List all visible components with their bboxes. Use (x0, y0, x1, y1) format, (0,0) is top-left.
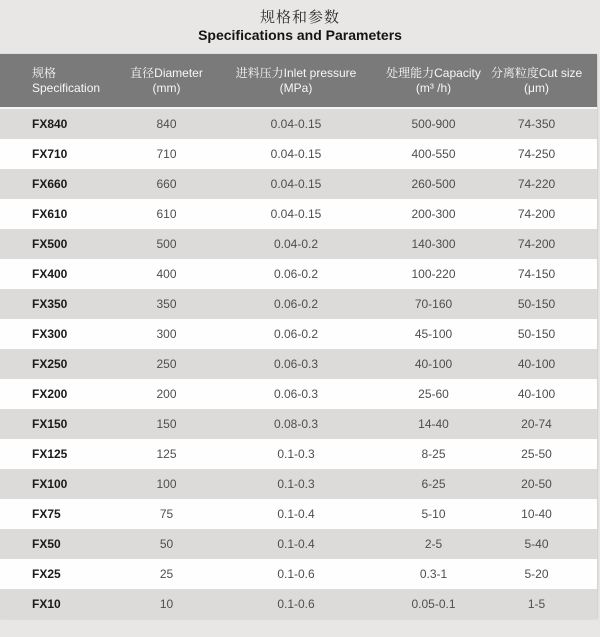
cell-inlet-pressure: 0.04-0.15 (270, 207, 322, 221)
cell-cut-size: 74-200 (517, 207, 556, 221)
cell-cut-size: 20-74 (521, 417, 552, 431)
cell-model: FX400 (32, 267, 68, 281)
table-row (0, 349, 597, 379)
cell-cut-size: 74-250 (517, 147, 556, 161)
cell-cut-size: 74-150 (517, 267, 556, 281)
title-block (0, 0, 600, 54)
table-row (0, 559, 597, 589)
cell-cut-size: 40-100 (517, 387, 556, 401)
table-header (0, 54, 597, 107)
cell-cut-size: 50-150 (517, 297, 556, 311)
cell-capacity: 500-900 (411, 117, 456, 131)
cell-inlet-pressure: 0.06-0.2 (273, 267, 319, 281)
column-header-sub: (MPa) (279, 80, 313, 95)
cell-capacity: 6-25 (421, 477, 446, 491)
table-row (0, 319, 597, 349)
cell-model: FX300 (32, 327, 68, 341)
column-header-inlet-pressure (215, 66, 377, 96)
cell-cut-size: 1-5 (527, 597, 546, 611)
cell-inlet-pressure: 0.1-0.4 (277, 537, 315, 551)
table-row (0, 109, 597, 139)
cell-cut-size: 74-350 (517, 117, 556, 131)
cell-cut-size: 10-40 (521, 507, 552, 521)
cell-inlet-pressure: 0.06-0.3 (273, 387, 319, 401)
cell-cut-size: 5-20 (524, 567, 549, 581)
table-row (0, 409, 597, 439)
cell-inlet-pressure: 0.04-0.15 (270, 147, 322, 161)
cell-inlet-pressure: 0.1-0.6 (277, 597, 315, 611)
cell-capacity: 40-100 (414, 357, 453, 371)
cell-diameter: 400 (156, 267, 177, 281)
cell-capacity: 2-5 (424, 537, 443, 551)
column-header-capacity (377, 66, 490, 96)
cell-diameter: 200 (156, 387, 177, 401)
cell-inlet-pressure: 0.04-0.15 (270, 177, 322, 191)
cell-model: FX50 (32, 537, 61, 551)
cell-cut-size: 25-50 (521, 447, 552, 461)
cell-inlet-pressure: 0.06-0.3 (273, 357, 319, 371)
cell-cut-size: 20-50 (521, 477, 552, 491)
cell-model: FX840 (32, 117, 68, 131)
table-body (0, 107, 597, 619)
cell-diameter: 300 (156, 327, 177, 341)
table-row (0, 169, 597, 199)
table-row (0, 589, 597, 619)
page-title-en: Specifications and Parameters (198, 27, 402, 43)
cell-diameter: 10 (159, 597, 174, 611)
table-row (0, 529, 597, 559)
cell-model: FX200 (32, 387, 68, 401)
column-header-label: 处理能力Capacity (386, 65, 481, 80)
column-header-cut-size (490, 66, 597, 96)
table-row (0, 469, 597, 499)
table-row (0, 229, 597, 259)
cell-model: FX150 (32, 417, 68, 431)
cell-diameter: 150 (156, 417, 177, 431)
cell-diameter: 25 (159, 567, 174, 581)
cell-inlet-pressure: 0.1-0.3 (277, 447, 315, 461)
cell-inlet-pressure: 0.08-0.3 (273, 417, 319, 431)
column-header-diameter (118, 66, 215, 96)
cell-model: FX660 (32, 177, 68, 191)
cell-inlet-pressure: 0.04-0.15 (270, 117, 322, 131)
column-header-sub: (m³ /h) (415, 80, 452, 95)
column-header-sub: Specification (32, 80, 101, 95)
cell-cut-size: 74-220 (517, 177, 556, 191)
column-header-label: 规格 (32, 65, 57, 80)
table-row (0, 439, 597, 469)
page-title-cn: 规格和参数 (259, 9, 340, 26)
cell-diameter: 250 (156, 357, 177, 371)
cell-capacity: 200-300 (411, 207, 456, 221)
cell-cut-size: 40-100 (517, 357, 556, 371)
table-row (0, 289, 597, 319)
cell-capacity: 260-500 (411, 177, 456, 191)
cell-diameter: 100 (156, 477, 177, 491)
cell-diameter: 75 (159, 507, 174, 521)
cell-inlet-pressure: 0.1-0.3 (277, 477, 315, 491)
cell-capacity: 100-220 (411, 267, 456, 281)
cell-capacity: 14-40 (418, 417, 449, 431)
cell-model: FX10 (32, 597, 61, 611)
cell-model: FX500 (32, 237, 68, 251)
cell-model: FX250 (32, 357, 68, 371)
cell-inlet-pressure: 0.1-0.4 (277, 507, 315, 521)
column-header-sub: (μm) (524, 80, 549, 95)
cell-capacity: 45-100 (414, 327, 453, 341)
cell-model: FX125 (32, 447, 68, 461)
table-row (0, 499, 597, 529)
table-row (0, 199, 597, 229)
cell-capacity: 70-160 (414, 297, 453, 311)
cell-inlet-pressure: 0.04-0.2 (273, 237, 319, 251)
column-header-label: 直径Diameter (130, 65, 203, 80)
column-header-label: 进料压力Inlet pressure (235, 65, 357, 80)
cell-inlet-pressure: 0.1-0.6 (277, 567, 315, 581)
cell-capacity: 25-60 (418, 387, 449, 401)
cell-capacity: 0.3-1 (419, 567, 448, 581)
cell-capacity: 5-10 (421, 507, 446, 521)
cell-model: FX75 (32, 507, 61, 521)
cell-capacity: 400-550 (411, 147, 456, 161)
spec-table (0, 54, 597, 619)
column-header-specification (0, 66, 118, 96)
table-row (0, 379, 597, 409)
cell-diameter: 660 (156, 177, 177, 191)
cell-cut-size: 74-200 (517, 237, 556, 251)
column-header-sub: (mm) (152, 80, 181, 95)
cell-diameter: 125 (156, 447, 177, 461)
cell-model: FX100 (32, 477, 68, 491)
cell-model: FX350 (32, 297, 68, 311)
cell-diameter: 500 (156, 237, 177, 251)
cell-diameter: 610 (156, 207, 177, 221)
cell-model: FX610 (32, 207, 68, 221)
cell-capacity: 140-300 (411, 237, 456, 251)
cell-diameter: 840 (156, 117, 177, 131)
column-header-label: 分离粒度Cut size (490, 65, 583, 80)
cell-cut-size: 5-40 (524, 537, 549, 551)
cell-capacity: 8-25 (421, 447, 446, 461)
cell-model: FX710 (32, 147, 68, 161)
cell-diameter: 710 (156, 147, 177, 161)
cell-capacity: 0.05-0.1 (411, 597, 456, 611)
cell-diameter: 350 (156, 297, 177, 311)
cell-inlet-pressure: 0.06-0.2 (273, 297, 319, 311)
table-row (0, 139, 597, 169)
cell-cut-size: 50-150 (517, 327, 556, 341)
cell-model: FX25 (32, 567, 61, 581)
cell-diameter: 50 (159, 537, 174, 551)
table-row (0, 259, 597, 289)
cell-inlet-pressure: 0.06-0.2 (273, 327, 319, 341)
